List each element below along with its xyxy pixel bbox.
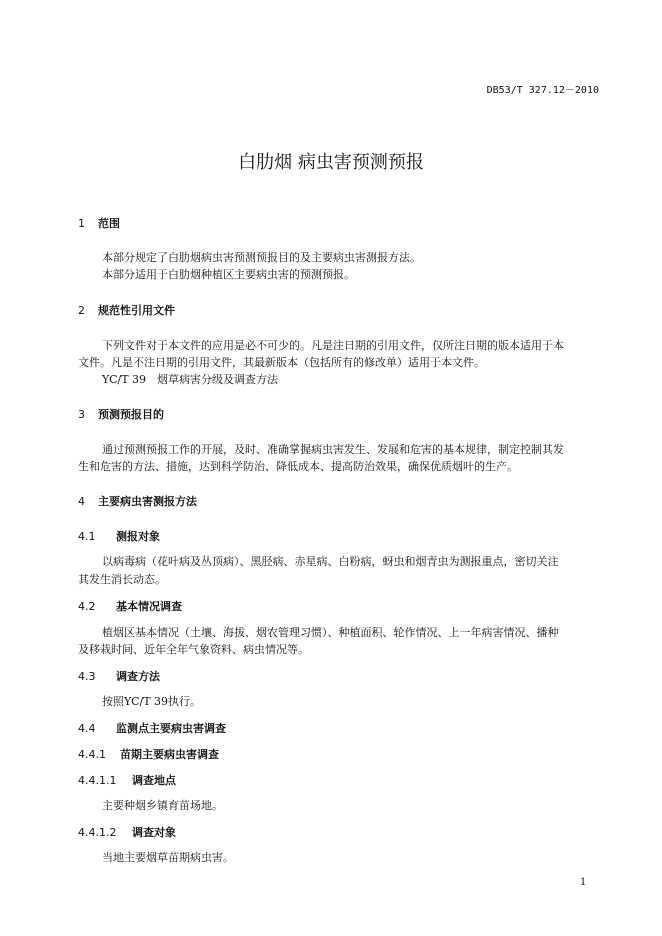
section-title: 调查方法 xyxy=(116,670,160,683)
paragraph: 文件。凡是不注日期的引用文件，其最新版本（包括所有的修改单）适用于本文件。 xyxy=(78,356,485,369)
paragraph: 主要种烟乡镇育苗场地。 xyxy=(102,799,223,812)
section-number: 2 xyxy=(78,304,85,317)
section-number: 4 xyxy=(78,495,85,508)
section-number: 4.4.1.1 xyxy=(78,774,117,787)
section-1-heading xyxy=(78,215,120,231)
section-4-4-heading xyxy=(78,720,226,736)
section-title: 规范性引用文件 xyxy=(98,304,175,317)
section-number: 3 xyxy=(78,408,85,421)
paragraph: 下列文件对于本文件的应用是必不可少的。凡是注日期的引用文件，仅所注日期的版本适用于本 xyxy=(102,339,564,352)
section-title: 监测点主要病虫害调查 xyxy=(116,722,226,735)
section-4-4-1-heading xyxy=(78,746,219,762)
section-number: 1 xyxy=(78,217,85,230)
paragraph: 及移栽时间、近年全年气象资料、病虫情况等。 xyxy=(78,643,309,656)
paragraph: 本部分规定了白肋烟病虫害预测预报目的及主要病虫害测报方法。 xyxy=(102,251,421,264)
section-4-2-heading xyxy=(78,598,182,614)
section-title: 调查地点 xyxy=(132,774,176,787)
section-number: 4.3 xyxy=(78,670,96,683)
section-number: 4.4.1 xyxy=(78,748,106,761)
paragraph: 植烟区基本情况（土壤、海拔、烟农管理习惯）、种植面积、轮作情况、上一年病害情况、播种 xyxy=(102,626,559,639)
section-title: 主要病虫害测报方法 xyxy=(98,495,197,508)
section-4-4-1-2-heading xyxy=(78,824,176,840)
section-4-heading xyxy=(78,493,197,509)
section-title: 预测预报目的 xyxy=(98,408,164,421)
paragraph: 按照YC/T 39执行。 xyxy=(102,695,202,708)
section-4-4-1-1-heading xyxy=(78,772,176,788)
paragraph: 当地主要烟草苗期病虫害。 xyxy=(102,851,234,864)
section-number: 4.1 xyxy=(78,530,96,543)
section-4-1-heading xyxy=(78,528,160,544)
page-title: 白肋烟 病虫害预测预报 xyxy=(238,152,424,173)
section-title: 测报对象 xyxy=(116,530,160,543)
paragraph: 其发生消长动态。 xyxy=(78,573,166,586)
section-3-heading xyxy=(78,406,164,422)
section-2-heading xyxy=(78,302,175,318)
paragraph: 以病毒病（花叶病及丛顶病）、黑胫病、赤星病、白粉病，蚜虫和烟青虫为测报重点，密切关注 xyxy=(102,555,559,568)
paragraph: 生和危害的方法、措施，达到科学防治、降低成本、提高防治效果，确保优质烟叶的生产。 xyxy=(78,460,518,473)
page-number: 1 xyxy=(580,877,587,888)
section-title: 调查对象 xyxy=(132,826,176,839)
section-number: 4.2 xyxy=(78,600,96,613)
document-number: DB53/T 327.12－2010 xyxy=(486,85,599,96)
section-title: 基本情况调查 xyxy=(116,600,182,613)
section-number: 4.4.1.2 xyxy=(78,826,117,839)
section-4-3-heading xyxy=(78,668,160,684)
paragraph: 通过预测预报工作的开展，及时、准确掌握病虫害发生、发展和危害的基本规律，制定控制其发 xyxy=(102,443,564,456)
paragraph: 本部分适用于白肋烟种植区主要病虫害的预测预报。 xyxy=(102,268,355,281)
section-number: 4.4 xyxy=(78,722,96,735)
reference-item: YC/T 39 烟草病害分级及调查方法 xyxy=(102,373,279,386)
section-title: 苗期主要病虫害调查 xyxy=(120,748,219,761)
section-title: 范围 xyxy=(98,217,120,230)
